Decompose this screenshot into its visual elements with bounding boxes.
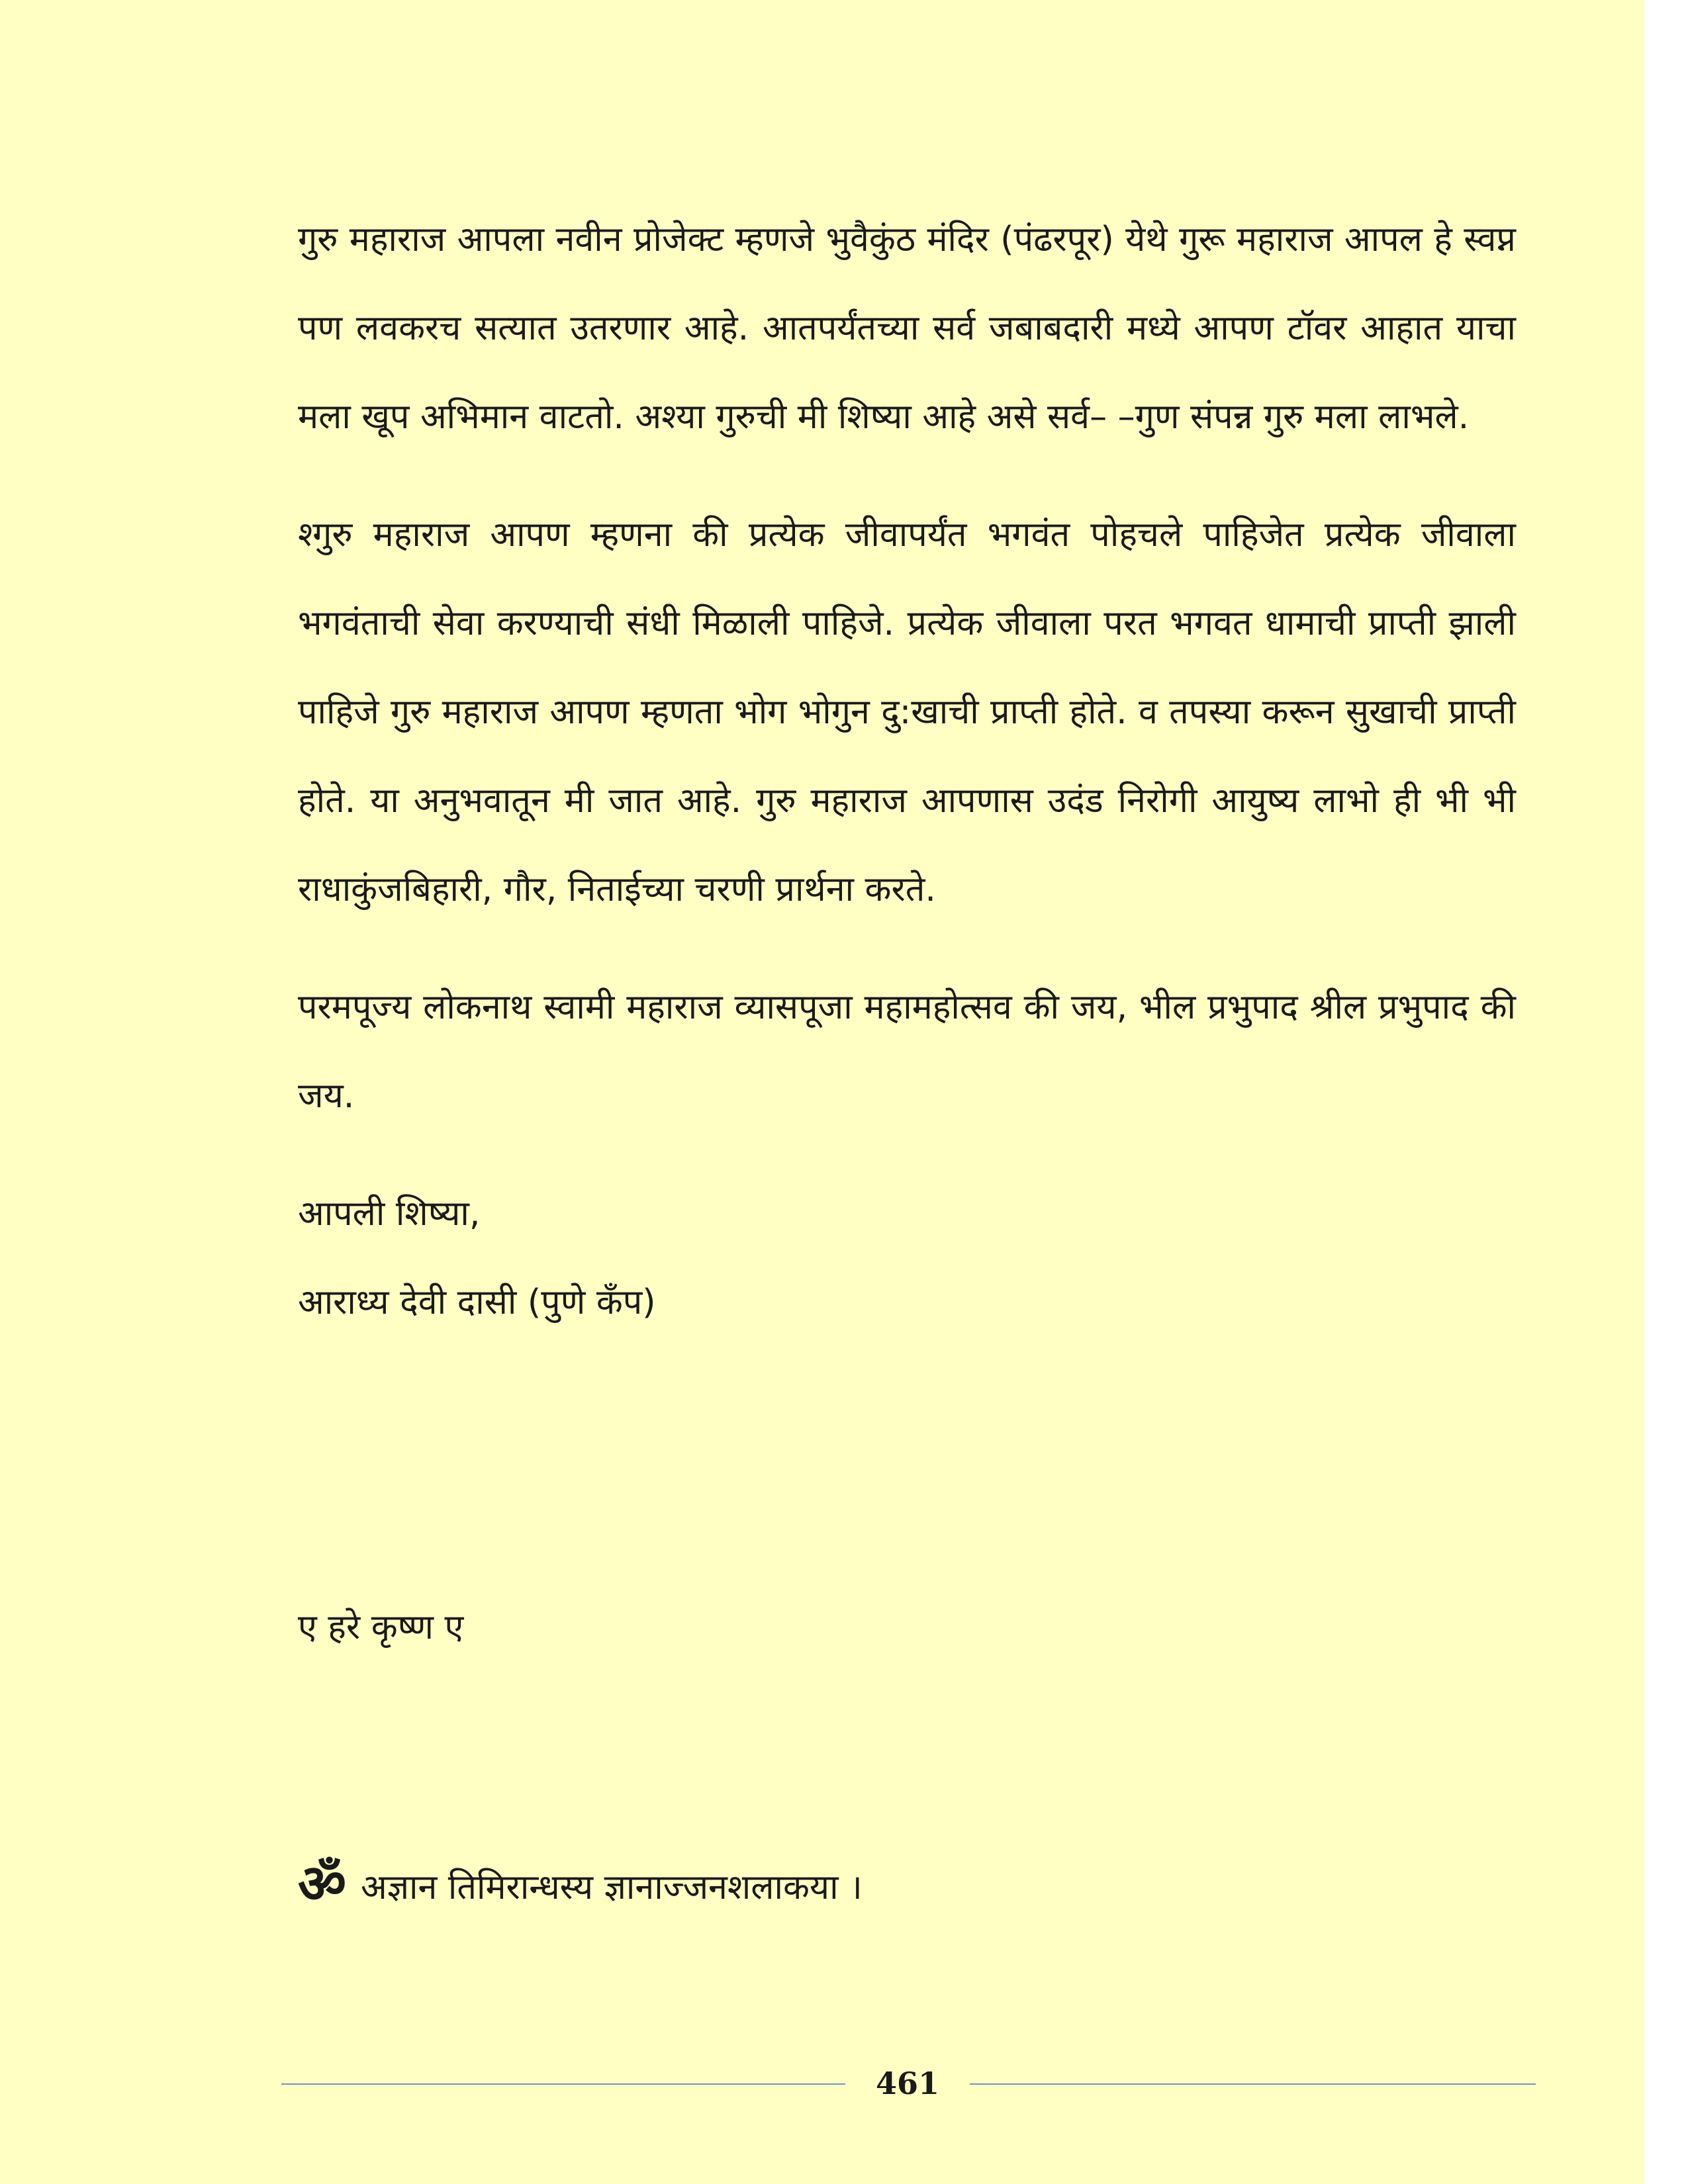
paragraph-3: परमपूज्य लोकनाथ स्वामी महाराज व्यासपूजा महामहोत्सव की जय, भील प्रभुपाद श्रील प्रभुपाद की जय. xyxy=(298,987,1516,1116)
verse-line xyxy=(298,1843,863,1932)
signature-name: आराध्य देवी दासी (पुणे कँप) xyxy=(298,1283,656,1322)
footer-rule-left xyxy=(281,2083,845,2085)
page-footer xyxy=(281,2064,1536,2103)
paragraph-2: श्गुरु महाराज आपण म्हणना की प्रत्येक जीवापर्यंत भगवंत पोहचले पाहिजेत प्रत्येक जीवाला भगवंताची सेवा करण्याची संधी मिळाली पाहिजे. प्रत्येक जीवाला परत भगवत धामाची प्राप्ती झाली पाहिजे गुरु महाराज आपण म्हणता भोग भोगुन दु:खाची प्राप्ती होते. व तपस्या करून सुखाची प्राप्ती होते. या अनुभवातून मी जात आहे. गुरु महाराज आपणास उदंड निरोगी आयुष्य लाभो ही भी भी राधाकुंजबिहारी, गौर, निताईच्या चरणी प्रार्थना करते. xyxy=(298,515,1516,909)
om-icon: ॐ xyxy=(298,1852,346,1915)
chant-line: ए हरे कृष्ण ए xyxy=(298,1608,464,1647)
letter-body xyxy=(298,195,1516,1347)
paragraph-1: गुरु महाराज आपला नवीन प्रोजेक्ट म्हणजे भुवैकुंठ मंदिर (पंढरपूर) येथे गुरू महाराज आपल हे स्वप्न पण लवकरच सत्यात उतरणार आहे. आतपर्यंतच्या सर्व जबाबदारी मध्ये आपण टॉवर आहात याचा मला खूप अभिमान वाटतो. अश्या गुरुची मी शिष्या आहे असे सर्व– –गुण संपन्न गुरु मला लाभले. xyxy=(298,220,1516,437)
verse-text: अज्ञान तिमिरान्धस्य ज्ञानाज्जनशलाकया । xyxy=(360,1868,863,1907)
signature-closing: आपली शिष्या, xyxy=(298,1194,481,1234)
footer-rule-right xyxy=(970,2083,1536,2085)
page-number: 461 xyxy=(875,2066,940,2101)
